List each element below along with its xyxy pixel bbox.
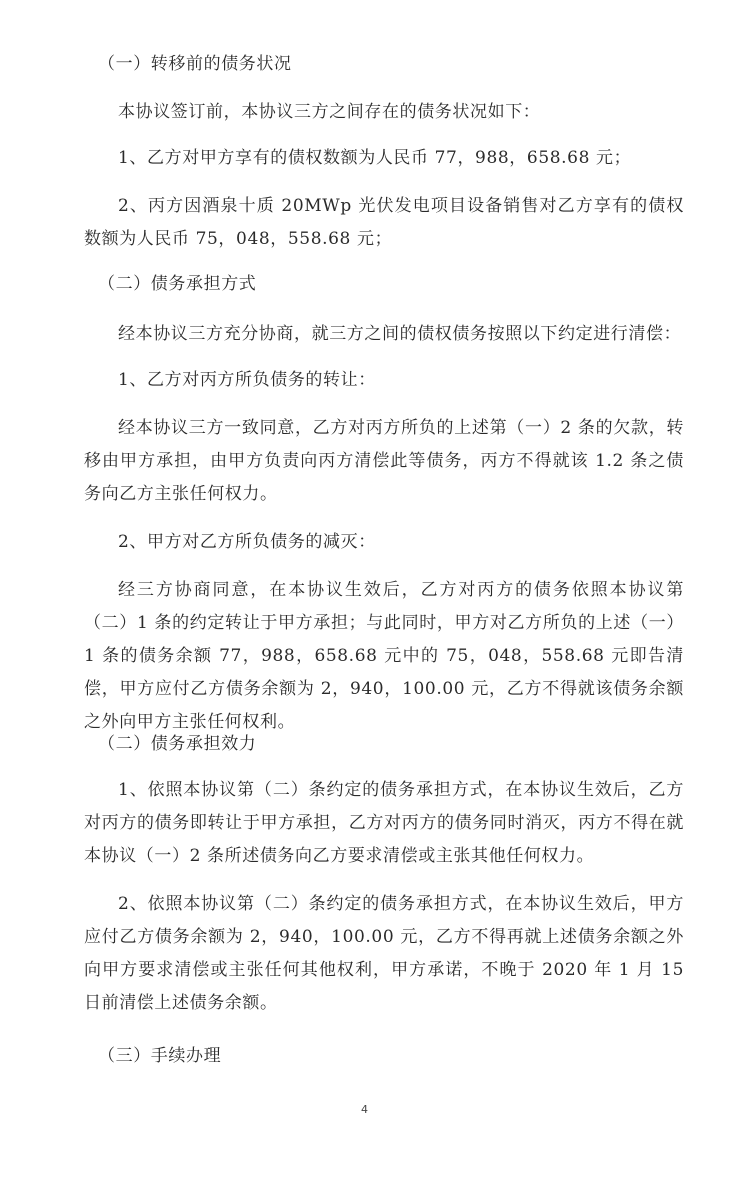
page-number: 4 [361,1103,368,1116]
section-heading-1: （一）转移前的债务状况 [98,54,292,74]
paragraph: 本协议签订前，本协议三方之间存在的债务状况如下： [118,102,541,122]
paragraph: 2、甲方对乙方所负债务的减灭： [118,532,376,552]
paragraph: 1、依照本协议第（二）条约定的债务承担方式，在本协议生效后，乙方对丙方的债务即转让于甲方承担，乙方对丙方的债务同时消灭，丙方不得在就本协议（一）2 条所述债务向乙方要求清偿或主张其他任何权力。 [84,780,684,866]
paragraph: 2、丙方因酒泉十质 20MWp 光伏发电项目设备销售对乙方享有的债权数额为人民币 75，048，558.68 元； [84,196,684,249]
paragraph: 经本协议三方一致同意，乙方对丙方所负的上述第（一）2 条的欠款，转移由甲方承担，由甲方负责向丙方清偿此等债务，丙方不得就该 1.2 条之债务向乙方主张任何权力。 [84,418,684,504]
section-heading-4: （三）手续办理 [98,1046,222,1066]
paragraph: 1、乙方对甲方享有的债权数额为人民币 77，988，658.68 元； [118,148,632,168]
paragraph: 2、依照本协议第（二）条约定的债务承担方式，在本协议生效后，甲方应付乙方债务余额为 2，940，100.00 元，乙方不得再就上述债务余额之外向甲方要求清偿或主张任何其他权利，甲方承诺，不晚于 2020 年 1 月 15 日前清偿上述债务余额。 [84,894,684,1013]
paragraph: 经三方协商同意，在本协议生效后，乙方对丙方的债务依照本协议第（二）1 条的约定转让于甲方承担；与此同时，甲方对乙方所负的上述（一）1 条的债务余额 77，988，658.68 元中的 75，048，558.68 元即告清偿，甲方应付乙方债务余额为 2，940，100.00 元，乙方不得就该债务余额之外向甲方主张任何权利。 [84,580,684,732]
section-heading-2: （二）债务承担方式 [98,274,257,294]
section-heading-3: （二）债务承担效力 [98,734,257,754]
paragraph: 1、乙方对丙方所负债务的转让： [118,370,376,390]
paragraph: 经本协议三方充分协商，就三方之间的债权债务按照以下约定进行清偿： [118,324,682,344]
